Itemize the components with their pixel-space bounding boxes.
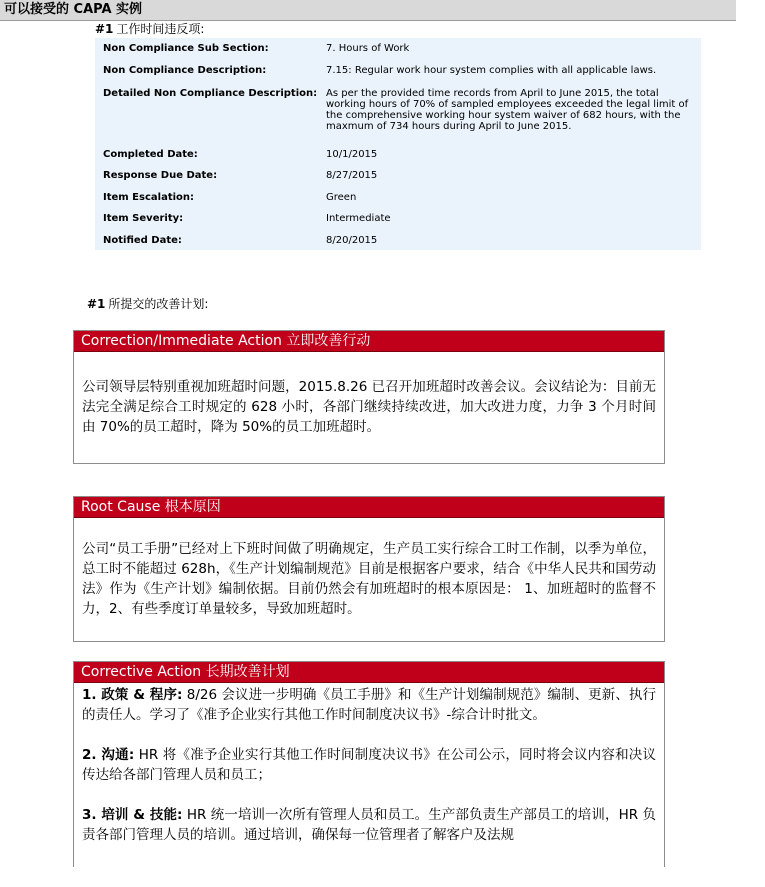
row-value: 8/27/2015 <box>326 170 378 181</box>
correction-title: Correction/Immediate Action 立即改善行动 <box>74 331 664 352</box>
corrective-item-text: HR 统一培训一次所有管理人员和员工。生产部负责生产部员工的培训，HR 负责各部门管理人员的培训。通过培训，确保每一位管理者了解客户及法规 <box>82 807 656 843</box>
corrective-item-heading: 1. 政策 & 程序: <box>82 687 183 703</box>
row-value: 8/20/2015 <box>326 235 378 246</box>
root-cause-text: 公司“员工手册”已经对上下班时间做了明确规定，生产员工实行综合工时工作制，以季为单位，总工时不能超过 628h，《生产计划编制规范》目前是根据客户要求，结合《中华人民共和国劳动法》作为《生产计划》编制依据。目前仍然会有加班超时的根本原因是： 1、加班超时的监督不力，2、有些季度订单量较多，导致加班超时。 <box>82 541 656 617</box>
row-value: 10/1/2015 <box>326 149 378 160</box>
non-compliance-table <box>95 38 701 250</box>
root-cause-box <box>73 496 665 642</box>
correction-text: 公司领导层特别重视加班超时问题，2015.8.26 已召开加班超时改善会议。会议结论为：目前无法完全满足综合工时规定的 628 小时，各部门继续持续改进，加大改进力度，力争 3 个月时间由 70%的员工超时，降为 50%的员工加班超时。 <box>82 379 656 435</box>
violation-label: 工作时间违反项: <box>116 22 205 36</box>
row-label: Response Due Date: <box>103 170 218 181</box>
row-label: Item Severity: <box>103 213 184 224</box>
corrective-item <box>82 805 656 845</box>
corrective-item <box>82 745 656 785</box>
corrective-item-heading: 2. 沟通: <box>82 747 135 763</box>
row-value: 7.15: Regular work hour system complies with all applicable laws. <box>326 65 657 76</box>
violation-heading <box>95 22 204 37</box>
corrective-title: Corrective Action 长期改善计划 <box>74 662 664 683</box>
corrective-item-text: HR 将《准予企业实行其他工作时间制度决议书》在公司公示，同时将会议内容和决议传达给各部门管理人员和员工； <box>82 747 656 783</box>
row-label: Detailed Non Compliance Description: <box>103 88 318 99</box>
plan-number: #1 <box>87 297 106 311</box>
row-label: Notified Date: <box>103 235 182 246</box>
row-label: Non Compliance Description: <box>103 65 267 76</box>
plan-label: 所提交的改善计划: <box>108 297 209 311</box>
page-title: 可以接受的 CAPA 实例 <box>0 0 736 21</box>
corrective-action-box <box>73 661 665 867</box>
row-value: Green <box>326 192 357 203</box>
row-value: As per the provided time records from April to June 2015, the total working hours of 70% of sampled employees exceeded the legal limit of the comprehensive working hour system waiver of 682 hours, with the maxmum of 734 hours during April to June 2015. <box>326 88 689 132</box>
violation-number: #1 <box>95 22 114 36</box>
corrective-item <box>82 685 656 725</box>
correction-box <box>73 330 665 464</box>
plan-heading <box>87 297 208 312</box>
row-value: 7. Hours of Work <box>326 43 410 54</box>
corrective-item-text: 8/26 会议进一步明确《员工手册》和《生产计划编制规范》编制、更新、执行的责任人。学习了《准予企业实行其他工作时间制度决议书》-综合计时批文。 <box>82 687 656 723</box>
row-label: Non Compliance Sub Section: <box>103 43 269 54</box>
row-label: Completed Date: <box>103 149 198 160</box>
row-value: Intermediate <box>326 213 391 224</box>
corrective-item-heading: 3. 培训 & 技能: <box>82 807 183 823</box>
row-label: Item Escalation: <box>103 192 195 203</box>
root-cause-title: Root Cause 根本原因 <box>74 497 664 518</box>
